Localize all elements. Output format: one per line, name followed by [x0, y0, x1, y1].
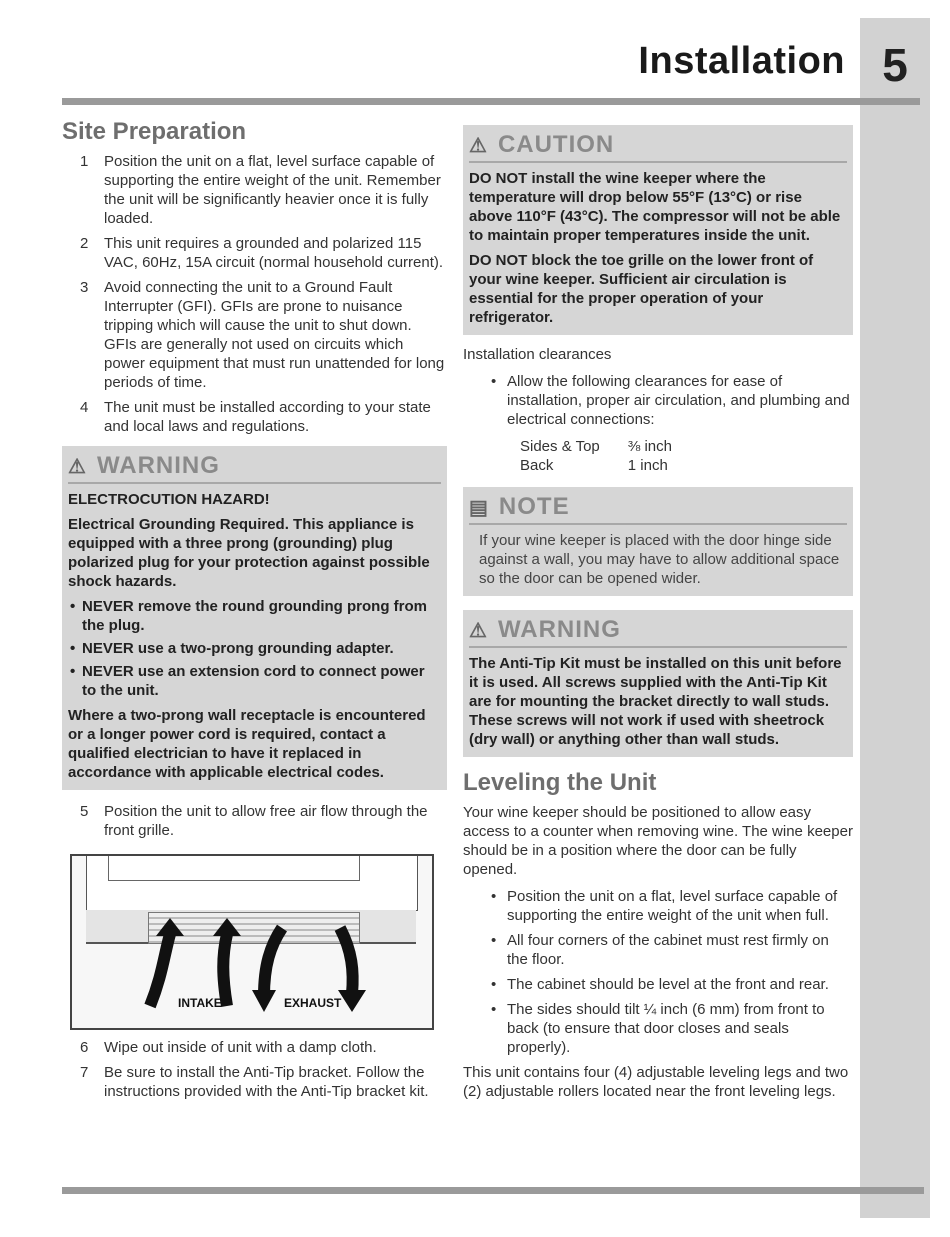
site-preparation-heading: Site Preparation [62, 118, 247, 145]
leveling-closing: This unit contains four (4) adjustable leveling legs and two (2) adjustable rollers located near the front leveling legs. [463, 1064, 849, 1100]
step-text: Position the unit on a flat, level surface capable of supporting the entire weight of the unit. Remember the unit will be significantly heavier once it is fully loaded. [104, 153, 441, 227]
step-text: This unit requires a grounded and polarized 115 VAC, 60Hz, 15A circuit (normal household current). [104, 235, 444, 271]
chapter-side-tab [860, 18, 930, 1218]
header-rule [62, 98, 920, 105]
leveling-bullet: • All four corners of the cabinet must rest firmly on the floor. [463, 931, 853, 969]
warning-header [68, 452, 441, 484]
clearances-table [520, 437, 700, 475]
note-pad-icon: ▤ [469, 496, 489, 519]
leveling-heading: Leveling the Unit [463, 769, 657, 796]
antitip-warning-box [463, 610, 853, 757]
leveling-bullet: • The cabinet should be level at the front and rear. [463, 975, 853, 994]
step-item [62, 234, 447, 272]
step-number: 7 [80, 1064, 89, 1081]
step-number: 5 [80, 803, 89, 820]
leveling-intro: Your wine keeper should be positioned to allow easy access to a counter when removing wine. The wine keeper should be in a position where the door can be fully opened. [463, 804, 853, 878]
step-number: 1 [80, 153, 89, 170]
footer-rule [62, 1187, 924, 1194]
warning-header [469, 616, 847, 648]
table-row [520, 437, 700, 456]
step-text: Be sure to install the Anti-Tip bracket. Follow the instructions provided with the Anti-Tip bracket kit. [104, 1064, 429, 1100]
step-text: The unit must be installed according to your state and local laws and regulations. [104, 399, 431, 435]
warning-bullet: • NEVER use an extension cord to connect power to the unit. [68, 662, 441, 700]
caution-paragraph: DO NOT block the toe grille on the lower front of your wine keeper. Sufficient air circulation is essential for the proper operation of your refrigerator. [469, 252, 814, 326]
leveling-bullet: • The sides should tilt ¼ inch (6 mm) from front to back (to ensure that door closes and seals properly). [463, 1000, 853, 1057]
warning-bullets [68, 597, 441, 700]
step-text: Wipe out inside of unit with a damp cloth. [104, 1039, 377, 1056]
clearances-bullets [463, 372, 853, 429]
warning-title: WARNING [96, 452, 220, 479]
note-box [463, 487, 853, 596]
clearances-bullet: • Allow the following clearances for ease of installation, proper air circulation, and plumbing and electrical connections: [463, 372, 853, 429]
clearance-value: ⅜ inch [627, 438, 672, 455]
clearance-value: 1 inch [627, 457, 668, 474]
step-text: Position the unit to allow free air flow through the front grille. [104, 803, 428, 839]
warning-triangle-icon: ⚠ [469, 134, 488, 157]
exhaust-label: EXHAUST [284, 996, 342, 1010]
warning-closing: Where a two-prong wall receptacle is encountered or a longer power cord is required, contact a qualified electrician to have it replaced in accordance with applicable electrical codes. [68, 707, 426, 781]
step-text: Avoid connecting the unit to a Ground Fault Interrupter (GFI). GFIs are prone to nuisance tripping which will cause the unit to shut down. GFIs are generally not used on circuits which power equipment that must run unattended for long periods of time. [104, 279, 445, 391]
leveling-bullets [463, 887, 853, 1057]
warning-triangle-icon: ⚠ [68, 455, 87, 478]
leveling-bullet: • Position the unit on a flat, level surface capable of supporting the entire weight of the unit when full. [463, 887, 853, 925]
warning-triangle-icon: ⚠ [469, 619, 488, 642]
caution-box [463, 125, 853, 335]
step-number: 6 [80, 1039, 89, 1056]
step-item [62, 152, 447, 228]
electrical-warning-box [62, 446, 447, 790]
warning-intro: Electrical Grounding Required. This appliance is equipped with a three prong (grounding) plug polarized plug for your protection against possible shock hazards. [68, 516, 430, 590]
step-number: 4 [80, 399, 89, 416]
step-item [62, 802, 447, 840]
step-number: 3 [80, 279, 89, 296]
antitip-warning-text: The Anti-Tip Kit must be installed on this unit before it is used. All screws supplied with the Anti-Tip Kit are for mounting the bracket directly to wall studs. These screws will not work if used with sheetrock (dry wall) or anything other than wall studs. [469, 655, 842, 748]
step-item [62, 1038, 447, 1057]
warning-title: WARNING [497, 616, 621, 643]
left-column [62, 118, 447, 1107]
clearance-side: Sides & Top [520, 438, 600, 455]
airflow-illustration [70, 854, 434, 1030]
step-item [62, 398, 447, 436]
intake-label: INTAKE [178, 996, 222, 1010]
site-preparation-steps-cont [62, 802, 447, 840]
step-item [62, 278, 447, 392]
site-preparation-steps-final [62, 1038, 447, 1101]
step-number: 2 [80, 235, 89, 252]
note-text: If your wine keeper is placed with the door hinge side against a wall, you may have to allow additional space so the door can be opened wider. [479, 532, 840, 587]
clearance-side: Back [520, 457, 554, 474]
note-title: NOTE [498, 493, 570, 520]
warning-bullet: • NEVER remove the round grounding prong from the plug. [68, 597, 441, 635]
caution-title: CAUTION [497, 131, 615, 158]
step-item [62, 1063, 447, 1101]
warning-subtitle: ELECTROCUTION HAZARD! [68, 491, 270, 508]
note-header [469, 493, 847, 525]
chapter-title: Installation [638, 40, 845, 82]
page-number: 5 [882, 39, 908, 91]
table-row [520, 456, 700, 475]
site-preparation-steps [62, 152, 447, 436]
clearances-label: Installation clearances [463, 346, 612, 363]
caution-paragraph: DO NOT install the wine keeper where the temperature will drop below 55°F (13°C) or rise above 110°F (43°C). The compressor will not be able to maintain proper temperatures inside the unit. [469, 170, 841, 244]
caution-header [469, 131, 847, 163]
airflow-arrows-icon [72, 856, 432, 1028]
right-column [463, 125, 853, 1101]
warning-bullet: • NEVER use a two-prong grounding adapter. [68, 639, 441, 658]
